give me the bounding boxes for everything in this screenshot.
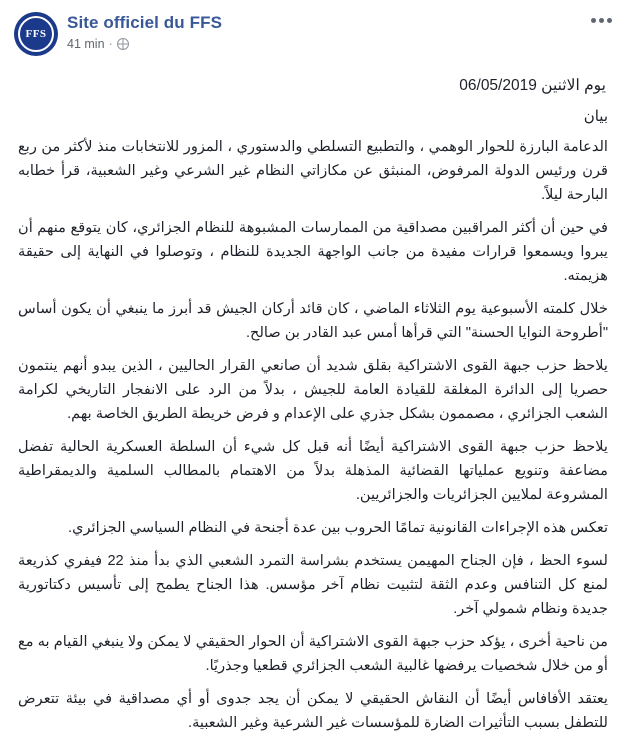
post-body <box>0 62 626 754</box>
post-header-text <box>67 12 222 51</box>
post-paragraph: تعكس هذه الإجراءات القانونية تمامًا الحروب بين عدة أجنحة في النظام السياسي الجزائري. <box>68 520 608 536</box>
post-date: يوم الاثنين 06/05/2019 <box>459 77 606 94</box>
ellipsis-dot <box>599 18 604 23</box>
post-paragraph: الدعامة البارزة للحوار الوهمي ، والتطبيع التسلطي والدستوري ، المزور للانتخابات منذ لأكثر من ربع قرن ورئيس الدولة المرفوض، المنبثق عن مكازاتي النظام غير الشرعي وغير الشعبية، قرأ خطابه البارحة ليلاً. <box>18 139 608 203</box>
post-paragraph: يلاحظ حزب جبهة القوى الاشتراكية أيضًا أنه قبل كل شيء أن السلطة العسكرية الحالية تفضل مضاعفة وتنويع عملياتها القضائية المذهلة بدلاً من الاهتمام بالمطالب السلمية والديمقراطية المشروعة لملايين الجزائريات والجزائريين. <box>18 439 608 503</box>
post-heading: بيان <box>583 108 608 125</box>
post-paragraph: لسوء الحظ ، فإن الجناح المهيمن يستخدم بشراسة التمرد الشعبي الذي بدأ منذ 22 فيفري كذريعة لمنع كل التنافس وعدم الثقة لتثبيت نظام آخر مؤسس. هذا الجناح يطمح إلى تأسيس دكتاتورية جديدة ونظام شمولي آخر. <box>18 553 608 617</box>
globe-icon <box>117 38 129 50</box>
post-meta <box>67 37 222 51</box>
avatar[interactable] <box>14 12 58 56</box>
avatar-label: FFS <box>25 28 47 40</box>
avatar-ring <box>18 16 54 52</box>
post-paragraph: يعتقد الأفافاس أيضًا أن النقاش الحقيقي لا يمكن أن يجد جدوى أو أي مصداقية في بيئة تتعرض للتطفل بسبب التأثيرات الضارة للمؤسسات غير الشرعية وغير الشعبية. <box>18 691 608 731</box>
ellipsis-dot <box>591 18 596 23</box>
post-paragraph: في حين أن أكثر المراقبين مصداقية من الممارسات المشبوهة للنظام الجزائري، كان يتوقع منهم أن يبروا ويسمعوا قرارات مفيدة من جانب الواجهة الجديدة للنظام ، وتوصلوا في النهاية إلى حقيقة هزيمته. <box>18 220 608 284</box>
meta-separator: · <box>108 37 113 51</box>
post-paragraph: من ناحية أخرى ، يؤكد حزب جبهة القوى الاشتراكية أن الحوار الحقيقي لا يمكن ولا ينبغي القيام به مع أو من خلال شخصيات يرفضها غالبية الشعب الجزائري قطعيا وجذريًا. <box>18 634 608 674</box>
page-name-link[interactable]: Site officiel du FFS <box>67 13 223 32</box>
post-header <box>0 0 626 62</box>
post-timestamp[interactable]: 41 min <box>67 37 105 51</box>
post-paragraph: يلاحظ حزب جبهة القوى الاشتراكية بقلق شديد أن صانعي القرار الحاليين ، الذين يبدو أنهم ينتمون حصريا إلى الدائرة المغلقة للقيادة العامة للجيش ، بدلاً من الرد على الانفجار التاريخي لكرامة الشعب الجزائري ، مصممون بشكل جذري على الإعدام و فرض خريطة الطريق الخاصة بهم. <box>18 358 608 422</box>
post-paragraph: خلال كلمته الأسبوعية يوم الثلاثاء الماضي ، كان قائد أركان الجيش قد أبرز ما ينبغي أن يكون أساس "أطروحة النوايا الحسنة" التي قرأها أمس عبد القادر بن صالح. <box>18 301 608 341</box>
ellipsis-dot <box>607 18 612 23</box>
ellipsis-icon[interactable] <box>591 18 612 23</box>
